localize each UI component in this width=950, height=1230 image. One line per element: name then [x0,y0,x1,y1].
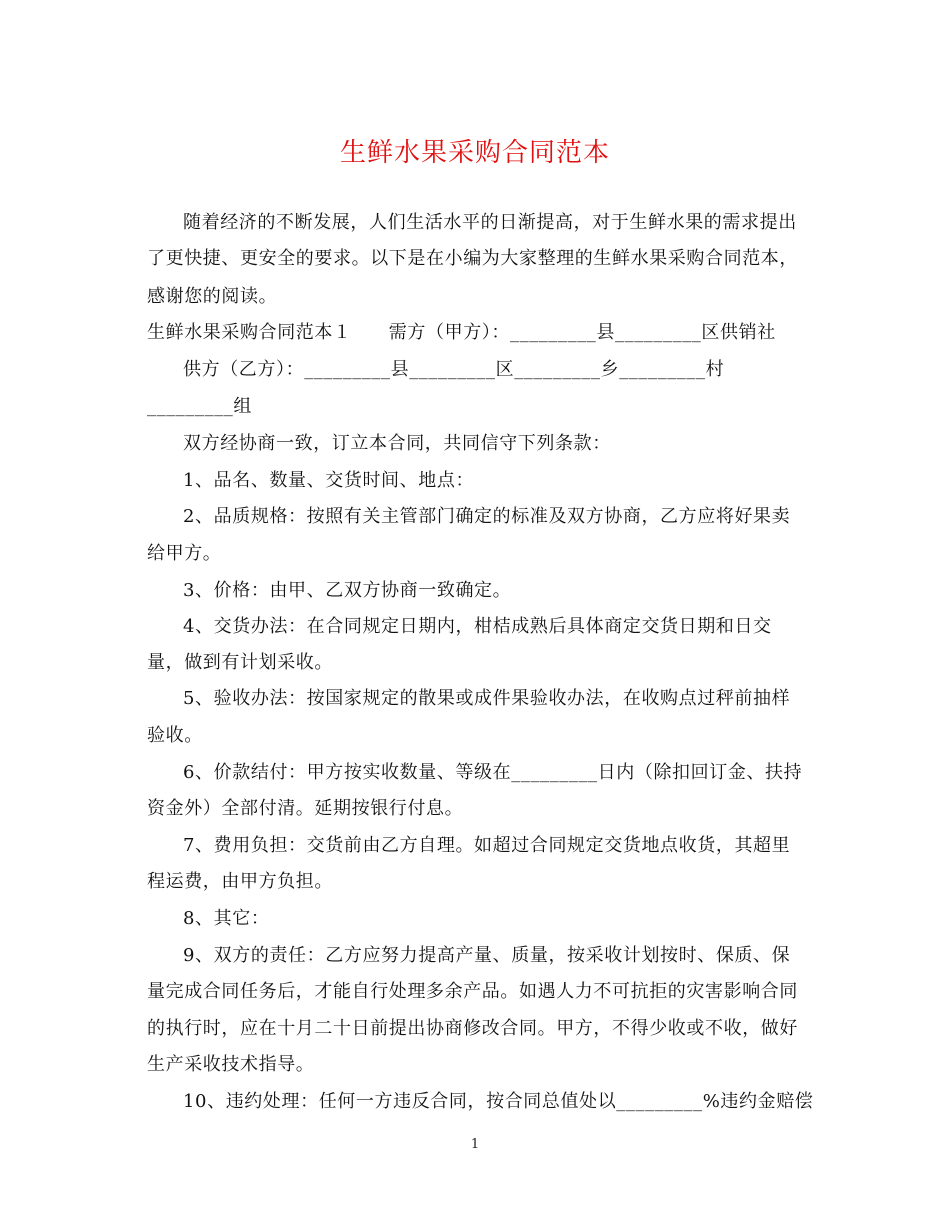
body-line: 感谢您的阅读。 [147,286,278,307]
body-line: 7、费用负担：交货前由乙方自理。如超过合同规定交货地点收货，其超里 [183,835,791,856]
body-line: 生鲜水果采购合同范本１ 需方（甲方）：_________县_________区供销社 [147,322,776,343]
document-title: 生鲜水果采购合同范本 [339,138,610,168]
body-line: 1、品名、数量、交货时间、地点： [183,470,475,491]
body-line: 3、价格：由甲、乙双方协商一致确定。 [183,580,512,601]
body-line: 供方（乙方）：_________县_________区_________乡_________村 [183,359,725,380]
body-line: 5、验收办法：按国家规定的散果或成件果验收办法，在收购点过秤前抽样 [183,688,791,709]
body-line: 资金外）全部付清。延期按银行付息。 [147,798,464,819]
body-line: 验收。 [147,725,203,746]
body-line: 生产采收技术指导。 [147,1054,315,1075]
body-line: 随着经济的不断发展，人们生活水平的日渐提高，对于生鲜水果的需求提出 [183,212,797,233]
body-line: 2、品质规格：按照有关主管部门确定的标准及双方协商，乙方应将好果卖 [183,506,791,527]
body-line: 的执行时，应在十月二十日前提出协商修改合同。甲方，不得少收或不收，做好 [147,1018,798,1039]
body-line: 量，做到有计划采收。 [147,652,333,673]
body-line: 量完成合同任务后，才能自行处理多余产品。如遇人力不可抗拒的灾害影响合同 [147,981,798,1002]
body-line: 10、违约处理：任何一方违反合同，按合同总值处以_________%违约金赔偿 [183,1091,814,1112]
body-line: 给甲方。 [147,543,222,564]
body-line: 4、交货办法：在合同规定日期内，柑桔成熟后具体商定交货日期和日交 [183,616,772,637]
body-line: 6、价款结付：甲方按实收数量、等级在_________日内（除扣回订金、扶持 [183,762,803,783]
body-line: 程运费，由甲方负担。 [147,871,333,892]
body-line: 8、其它： [183,908,270,929]
body-line: 了更快捷、更安全的要求。以下是在小编为大家整理的生鲜水果采购合同范本， [147,248,798,269]
page-number: 1 [470,1137,480,1152]
body-line: _________组 [147,396,252,417]
body-line: 双方经协商一致，订立本合同，共同信守下列条款： [183,433,611,454]
body-line: 9、双方的责任：乙方应努力提高产量、质量，按采收计划按时、保质、保 [183,945,791,966]
